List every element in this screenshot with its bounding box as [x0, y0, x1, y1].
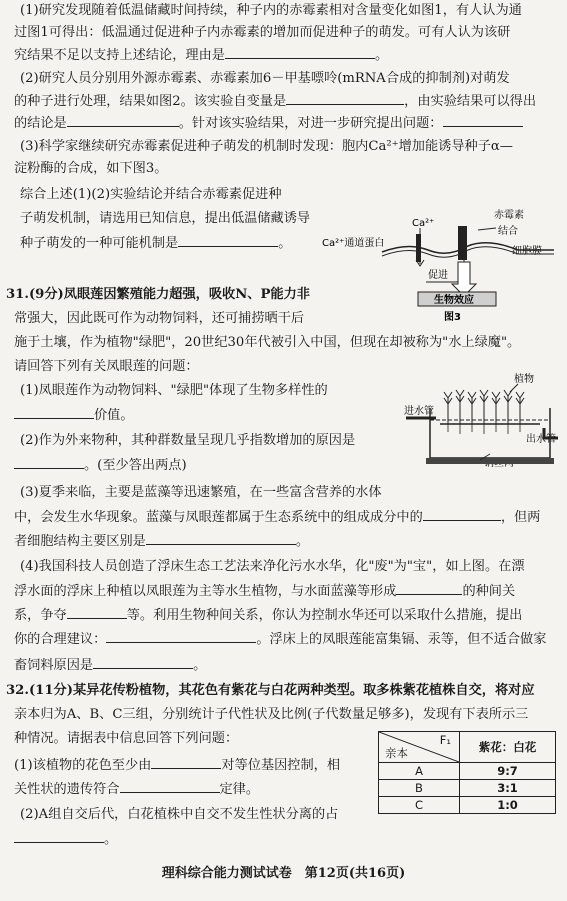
gibberellin-pointer [478, 228, 496, 230]
answer-blank [120, 780, 220, 793]
promote-arrow [452, 262, 476, 296]
ratio-cell: 3:1 [460, 780, 556, 797]
parent-cell: C [379, 797, 460, 814]
text-line: 种情况。请据表中信息回答下列问题： [14, 731, 239, 746]
floating-bed-figure [400, 368, 562, 478]
ratio-cell: 9:7 [460, 763, 556, 780]
text-line: 31.(9分)凤眼莲因繁殖能力超强，吸收N、P能力非 [6, 287, 310, 302]
answer-blank [67, 606, 127, 619]
text-line: 。(至少答出两点) [14, 456, 187, 475]
answer-blank [151, 756, 221, 769]
text-line: 究结果不足以支持上述结论，理由是 。 [14, 48, 389, 63]
text-line: 中，会发生水华现象。蓝藻与凤眼莲都属于生态系统中的组成成分中的 ，但两 [14, 510, 541, 525]
text-line: (1)凤眼莲作为动物饲料、"绿肥"体现了生物多样性的 [20, 383, 328, 398]
biological-effect-label: 生物效应 [434, 295, 474, 306]
text-line: 你的合理建议： 。浮床上的凤眼莲能富集镉、汞等，但不适合做家 [14, 632, 547, 647]
text-line: 常强大，因此既可作为动物饲料，还可捕捞晒干后 [14, 311, 305, 326]
text-line: (3)科学家继续研究赤霉素促进种子萌发的机制时发现：胞内Ca²⁺增加能诱导种子α— [20, 139, 513, 154]
answer-blank [14, 830, 104, 843]
plant-label: 植物 [514, 374, 534, 385]
membrane-label: 细胞膜 [512, 246, 542, 257]
ratio-header: 紫花：白花 [460, 732, 556, 763]
text-line: (1)研究发现随着低温储藏时间持续，种子内的赤霉素相对含量变化如图1，有人认为通 [20, 3, 522, 18]
f1-ratio-table [378, 731, 556, 814]
receptor-protein [458, 226, 467, 260]
text-line: (4)我国科技人员创造了浮床生态工艺法来净化污水水华，化"废"为"宝"，如上图。在漂 [20, 559, 525, 574]
answer-blank [14, 456, 84, 469]
text-line: 畜饲料原因是 。 [14, 658, 207, 673]
text-line: 的结论是 。针对该实验结果，对进一步研究提出问题： [14, 114, 523, 133]
text-line: 关性状的遗传符合 定律。 [14, 782, 260, 797]
text-line: (2)研究人员分别用外源赤霉素、赤霉素加6－甲基嘌呤(mRNA合成的抑制剂)对萌发 [20, 71, 510, 86]
answer-blank [286, 92, 404, 105]
text-line: 浮水面的浮床上种植以凤眼莲为主等水生植物，与水面蓝藻等形成 的种间关 [14, 584, 516, 599]
text-line: 32.(11分)某异花传粉植物，其花色有紫花与白花两种类型。取多株紫花植株自交，将对应 [6, 683, 535, 698]
table-corner-cell [379, 732, 460, 763]
text-line: 亲本归为A、B、C三组，分别统计子代性状及比例(子代数量足够多)，发现有下表所示三 [14, 707, 529, 722]
text-line: (2)作为外来物种，其种群数量呈现几乎指数增加的原因是 [20, 433, 356, 448]
text-line: 施于土壤，作为植物"绿肥"，20世纪30年代被引入中国，但现在却被称为"水上绿魔"。 [14, 335, 521, 350]
f1-header: F₁ [439, 733, 451, 747]
promote-label: 促进 [428, 270, 448, 281]
text-line: 价值。 [14, 406, 134, 425]
answer-blank [443, 114, 523, 127]
parent-cell: A [379, 763, 460, 780]
roots [448, 424, 520, 434]
answer-blank [67, 114, 179, 127]
parent-header: 亲本 [385, 746, 408, 760]
plants [444, 384, 524, 424]
bind-label: 结合 [498, 226, 518, 237]
table-header-row [379, 732, 556, 763]
answer-blank [106, 630, 256, 643]
answer-blank [14, 406, 94, 419]
text-line: (1)该植物的花色至少由 对等位基因控制，相 [14, 758, 341, 773]
figure-caption: 图3 [444, 312, 461, 323]
page-footer: 理科综合能力测试试卷 第12页(共16页) [161, 866, 406, 881]
ratio-cell: 1:0 [460, 797, 556, 814]
outlet-pipe [544, 428, 558, 438]
text-line: 请回答下列有关凤眼莲的问题： [14, 359, 199, 374]
text-line: 种子萌发的一种可能机制是 。 [20, 236, 292, 251]
inlet-label: 进水管 [404, 406, 434, 417]
answer-blank [423, 508, 501, 521]
answer-blank [396, 582, 462, 595]
parent-cell: B [379, 780, 460, 797]
ca-label: Ca²⁺ [412, 218, 435, 229]
answer-blank [225, 46, 375, 59]
figure-3-calcium-mechanism [318, 198, 567, 326]
channel-label: Ca²⁺通道蛋白 [322, 238, 385, 249]
text-line: 。 [14, 830, 117, 849]
answer-blank [178, 234, 278, 247]
text-line: (3)夏季来临，主要是蓝藻等迅速繁殖，在一些富含营养的水体 [20, 485, 382, 500]
gibberellin-label: 赤霉素 [494, 210, 524, 221]
answer-blank [146, 532, 296, 545]
table-row [379, 780, 556, 797]
text-line: 综合上述(1)(2)实验结论并结合赤霉素促进种 [20, 187, 282, 202]
table-row [379, 797, 556, 814]
text-line: 过图1可得出：低温通过促进种子内赤霉素的增加而促进种子的萌发。可有人认为该研 [14, 25, 511, 40]
tank-base [426, 458, 554, 464]
text-line: (2)A组自交后代，白花植株中自交不发生性状分离的占 [20, 807, 339, 822]
text-line: 的种子进行处理，结果如图2。该实验自变量是 ，由实验结果可以得出 [14, 94, 537, 109]
text-line: 子萌发机制，请选用已知信息，提出低温储藏诱导 [20, 211, 311, 226]
text-line: 者细胞结构主要区别是 。 [14, 534, 310, 549]
text-line: 系，争夺 等。利用生物种间关系，你认为控制水华还可以采取什么措施，提出 [14, 608, 523, 623]
outlet-label: 出水管 [526, 434, 556, 445]
text-line: 淀粉酶的合成，如下图3。 [14, 161, 168, 176]
table-row [379, 763, 556, 780]
answer-blank [93, 656, 193, 669]
